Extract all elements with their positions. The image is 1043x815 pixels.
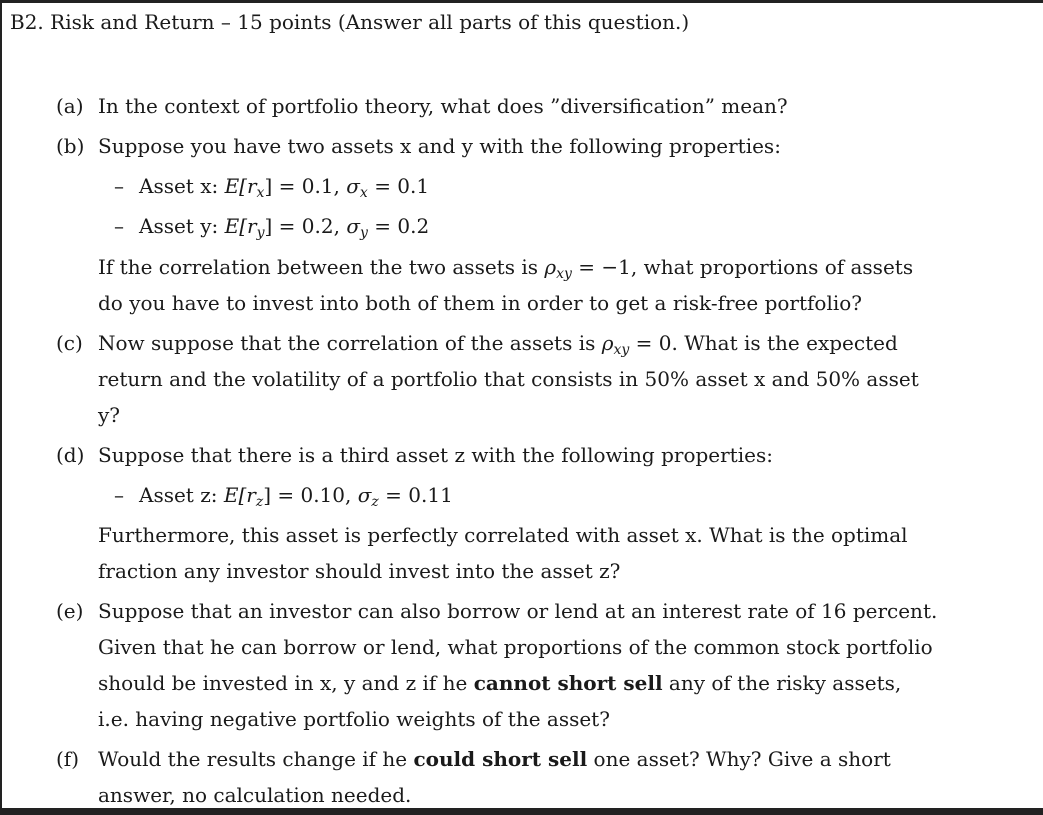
question-heading: B2. Risk and Return – 15 points (Answer all parts of this question.) (10, 10, 690, 34)
part-c-label: (c) (56, 331, 83, 355)
part-f-label: (f) (56, 747, 80, 771)
asset-x-formula: $E[r_x] = 0.1$, $\sigma_x = 0.1$ (224, 174, 430, 201)
asset-y-prefix: Asset y: (139, 214, 219, 238)
part-b-label: (b) (56, 134, 85, 158)
part-c-line3: y? (98, 403, 121, 427)
part-c-line1: Now suppose that the correlation of the assets is $\rho_{xy} = 0$. What is the expected (98, 331, 898, 358)
cannot-short-sell-emphasis: cannot short sell (473, 671, 663, 695)
part-e-line4: i.e. having negative portfolio weights of the asset? (98, 707, 610, 731)
part-b-line1: If the correlation between the two assets is $\rho_{xy} = -1$, what proportions of assets (98, 255, 914, 282)
part-d-text: Suppose that there is a third asset z with the following properties: (98, 443, 773, 467)
part-f-line1: Would the results change if he could short sell one asset? Why? Give a short (98, 747, 891, 771)
part-e-line3: should be invested in x, y and z if he cannot short sell any of the risky assets, (98, 671, 902, 695)
part-e-label: (e) (56, 599, 84, 623)
asset-z-prefix: Asset z: (139, 483, 218, 507)
part-b-text: Suppose you have two assets x and y with the following properties: (98, 134, 781, 158)
part-d-line1: Furthermore, this asset is perfectly correlated with asset x. What is the optimal (98, 523, 908, 547)
part-b-line2: do you have to invest into both of them in order to get a risk-free portfolio? (98, 291, 863, 315)
could-short-sell-emphasis: could short sell (413, 747, 588, 771)
part-e-line1: Suppose that an investor can also borrow or lend at an interest rate of 16 percent. (98, 599, 938, 623)
bullet-asset-y (139, 214, 429, 241)
bullet-z-dash: – (114, 483, 124, 507)
asset-z-formula: $E[r_z] = 0.10$, $\sigma_z = 0.11$ (223, 483, 453, 510)
bullet-y-dash: – (114, 214, 124, 238)
bullet-asset-x (139, 174, 429, 201)
asset-y-formula: $E[r_y] = 0.2$, $\sigma_y = 0.2$ (224, 214, 430, 241)
bullet-asset-z (139, 483, 453, 510)
part-f-line2: answer, no calculation needed. (98, 783, 412, 807)
part-d-line2: fraction any investor should invest into the asset z? (98, 559, 621, 583)
part-c-line2: return and the volatility of a portfolio that consists in 50% asset x and 50% asset (98, 367, 919, 391)
part-a-label: (a) (56, 94, 84, 118)
bullet-x-dash: – (114, 174, 124, 198)
part-e-line2: Given that he can borrow or lend, what proportions of the common stock portfolio (98, 635, 933, 659)
bottom-border (0, 808, 1043, 815)
left-border (0, 0, 2, 815)
part-a-text: In the context of portfolio theory, what does ”diversification” mean? (98, 94, 788, 118)
part-d-label: (d) (56, 443, 85, 467)
asset-x-prefix: Asset x: (139, 174, 219, 198)
top-border (0, 0, 1043, 3)
